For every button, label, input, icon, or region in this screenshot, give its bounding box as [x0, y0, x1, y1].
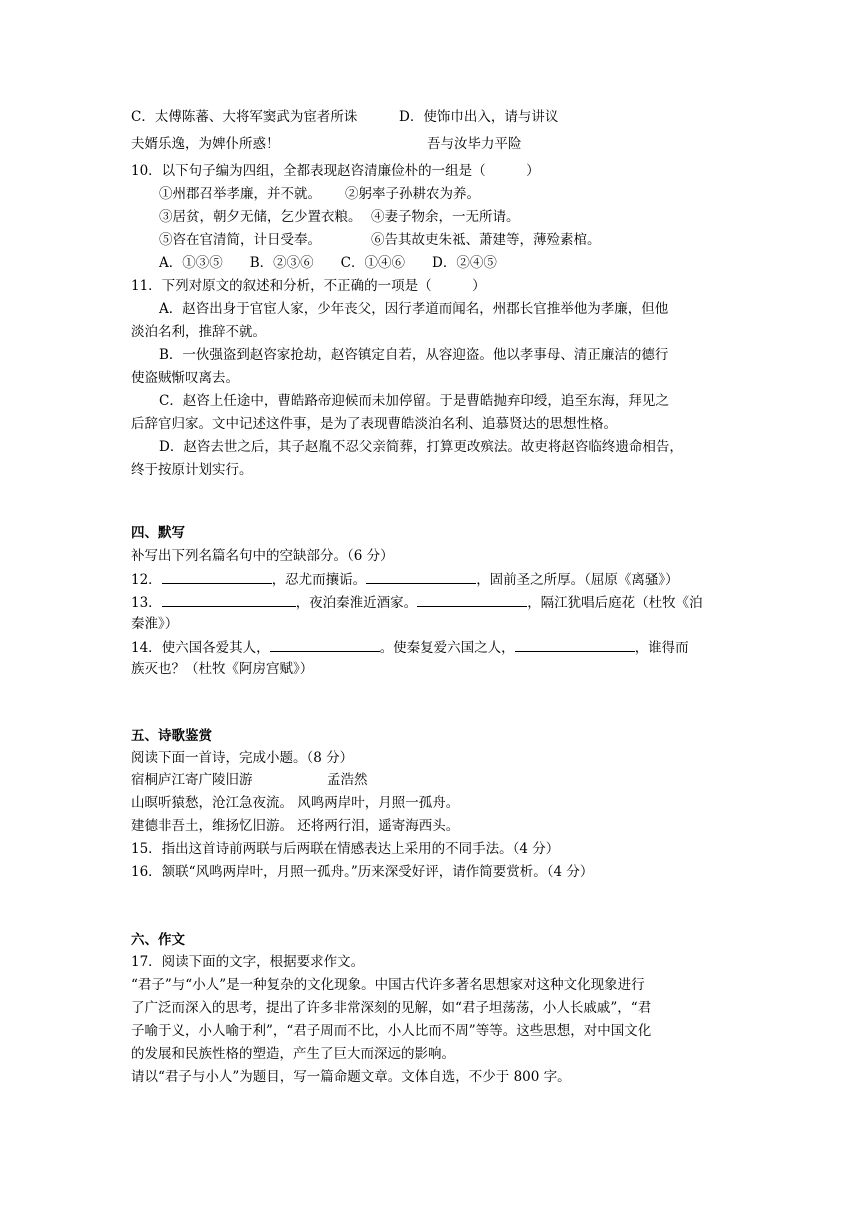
poem-author: 孟浩然: [327, 772, 368, 788]
q14-continuation: 族灭也？（杜牧《阿房宫赋》）: [131, 661, 314, 677]
q11-option-a-line1: A．赵咨出身于官宦人家，少年丧父，因行孝道而闻名，州郡长官推举他为孝廉，但他: [159, 301, 669, 317]
q13-blank-1[interactable]: [162, 592, 296, 607]
q9-option-d-line1: D．使饰巾出入，请与讲议: [399, 109, 559, 125]
q11-option-b-line1: B．一伙强盗到赵咨家抢劫，赵咨镇定自若，从容迎盗。他以孝事母、清正廉洁的德行: [159, 347, 669, 363]
q10-item-1: ①州郡召举孝廉，并不就。: [159, 186, 321, 202]
q14-end-text: ，谁得而: [634, 640, 689, 656]
q10-item-2: ②躬率子孙耕农为养。: [345, 186, 480, 202]
q11-option-d-line1: D．赵咨去世之后，其子赵胤不忍父亲简葬，打算更改殡法。故吏将赵咨临终遗命相告，: [159, 439, 683, 455]
q14-start-text: 14．使六国各爱其人，: [131, 640, 270, 656]
poem-line-2: 建德非吾土，维扬忆旧游。 还将两行泪，遥寄海西头。: [131, 818, 460, 834]
q10-item-5: ⑤咨在官清简，计日受奉。: [159, 232, 321, 248]
q12-blank-1[interactable]: [162, 569, 272, 584]
q12-blank-2[interactable]: [366, 569, 476, 584]
q9-option-c-line1: C．太傅陈蕃、大将军窦武为宦者所诛: [131, 109, 358, 125]
poem-line-1: 山暝听猿愁，沧江急夜流。 风鸣两岸叶，月照一孤舟。: [131, 795, 460, 811]
essay-requirement: 请以“君子与小人”为题目，写一篇命题文章。文体自选，不少于 800 字。: [131, 1069, 571, 1085]
q13-number: 13．: [131, 595, 162, 611]
q13-continuation: 秦淮》）: [131, 616, 179, 632]
q10-item-6: ⑥告其故吏朱祗、萧建等，薄殓素棺。: [371, 232, 601, 248]
essay-prompt-line-3: 子喻于义，小人喻于利”，“君子周而不比，小人比而不周”等等。这些思想，对中国文化: [131, 1023, 652, 1039]
q11-option-d-line2: 终于按原计划实行。: [131, 462, 253, 478]
q10-stem: 10．以下句子编为四组，全都表现赵咨清廉俭朴的一组是（ ）: [131, 163, 540, 179]
q9-option-c-line2: 夫婿乐逸，为婢仆所惑！: [131, 136, 280, 152]
q13-line: [131, 592, 703, 613]
q14-blank-1[interactable]: [270, 637, 380, 652]
q11-option-b-line2: 使盗贼惭叹离去。: [131, 370, 239, 386]
q11-option-c-line2: 后辞官归家。文中记述这件事，是为了表现曹皓淡泊名利、追慕贤达的思想性格。: [131, 416, 617, 432]
q10-item-4: ④妻子物余，一无所请。: [371, 209, 520, 225]
q9-option-d-line2: 吾与汝毕力平险: [427, 136, 522, 152]
essay-prompt-line-2: 了广泛而深入的思考，提出了许多非常深刻的见解，如“君子坦荡荡，小人长戚戚”，“君: [131, 1000, 652, 1016]
essay-prompt-line-1: “君子”与“小人”是一种复杂的文化现象。中国古代许多著名思想家对这种文化现象进行: [131, 977, 645, 993]
essay-prompt-line-4: 的发展和民族性格的塑造，产生了巨大而深远的影响。: [131, 1046, 455, 1062]
q12-end-text: ，固前圣之所厚。（屈原《离骚》）: [476, 572, 679, 588]
q12-middle-text: ，忍尤而攘诟。: [271, 572, 367, 588]
q12-number: 12．: [131, 572, 162, 588]
q16: 16．颔联“风鸣两岸叶，月照一孤舟。”历来深受好评，请作简要赏析。（4 分）: [131, 864, 594, 880]
q11-option-c-line1: C．赵咨上任途中，曹皓路帝迎候而未加停留。于是曹皓抛弃印绶，追至东海，拜见之: [159, 393, 669, 409]
section-5-title: 五、诗歌鉴赏: [131, 728, 212, 744]
q13-end-text: ，隔江犹唱后庭花（杜牧《泊: [527, 595, 703, 611]
q14-blank-2[interactable]: [515, 637, 635, 652]
poem-title: 宿桐庐江寄广陵旧游: [131, 772, 253, 788]
section-4-title: 四、默写: [131, 525, 185, 541]
q17-stem: 17．阅读下面的文字，根据要求作文。: [131, 954, 365, 970]
q11-option-a-line2: 淡泊名利，推辞不就。: [131, 324, 266, 340]
q10-item-3: ③居贫，朝夕无储，乞少置衣粮。: [159, 209, 362, 225]
section-6-title: 六、作文: [131, 932, 185, 948]
q13-blank-2[interactable]: [417, 592, 527, 607]
q14-line: [131, 637, 689, 658]
section-5-intro: 阅读下面一首诗，完成小题。（8 分）: [131, 750, 354, 766]
q11-stem: 11．下列对原文的叙述和分析，不正确的一项是（ ）: [131, 278, 486, 294]
section-4-intro: 补写出下列名篇名句中的空缺部分。（6 分）: [131, 548, 394, 564]
q13-middle-text: ，夜泊秦淮近酒家。: [295, 595, 418, 611]
q10-options: A．①③⑤ B．②③⑥ C．①④⑥ D．②④⑤: [159, 255, 497, 271]
q12-line: [131, 569, 679, 590]
q15: 15．指出这首诗前两联与后两联在情感表达上采用的不同手法。（4 分）: [131, 841, 560, 857]
q14-middle-text: 。使秦复爱六国之人，: [379, 640, 515, 656]
